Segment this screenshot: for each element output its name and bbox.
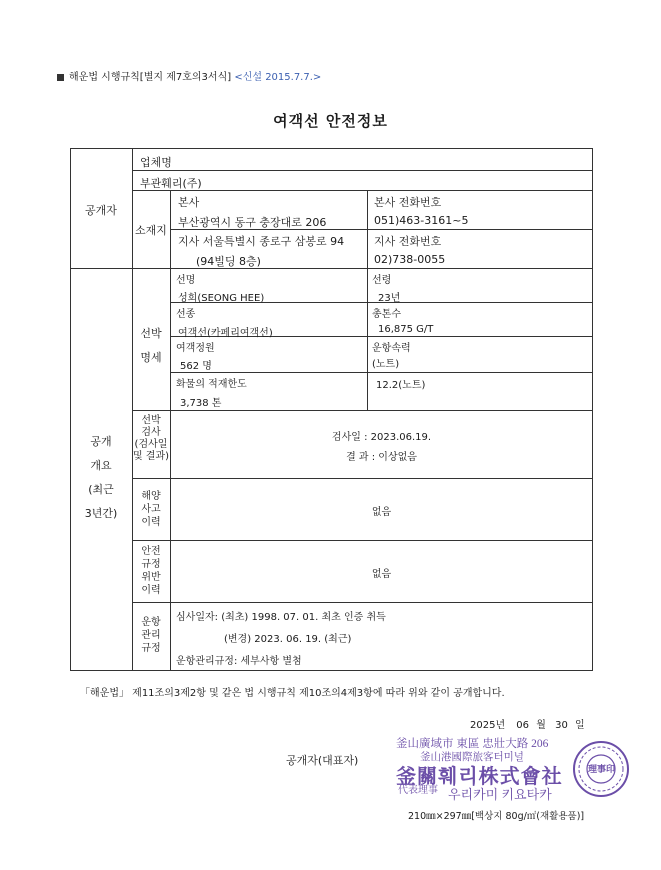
operation-change-date: (변경) 2023. 06. 19. (최근) [224, 634, 352, 645]
square-bullet-icon [57, 74, 64, 81]
company-name: 부관훼리(주) [140, 177, 202, 190]
operation-label-line: 규정 [141, 643, 161, 654]
ship-name-label: 선명 [176, 275, 196, 286]
overview-label-line: (최근 [88, 483, 114, 496]
overview-label-line: 3년간) [84, 507, 118, 520]
cargo: 3,738 톤 [180, 398, 222, 409]
hq-label: 본사 [178, 196, 200, 209]
inspection-label [132, 415, 170, 463]
ship-spec-label-line: 명세 [140, 351, 162, 364]
tonnage: 16,875 G/T [378, 324, 434, 335]
inspection-label-line: (검사일 [134, 439, 168, 450]
date-day: 30 [555, 720, 568, 731]
location-label: 소재지 [135, 224, 167, 237]
tonnage-label: 총톤수 [372, 309, 401, 320]
ship-spec-label [132, 322, 170, 370]
branch-phone: 02)738-0055 [374, 253, 446, 266]
ship-spec-label-line: 선박 [140, 327, 162, 340]
stamp-address: 釜山廣域市 東區 忠壯大路 206 [396, 738, 549, 750]
accident-label-line: 해양 [141, 491, 161, 502]
stamp-ceo-name: 우리카미 키요타카 [448, 787, 552, 802]
age-label: 선령 [372, 275, 392, 286]
speed-unit-label: (노트) [372, 359, 400, 370]
stamp-terminal: 釜山港國際旅客터미널 [420, 752, 524, 763]
speed: 12.2(노트) [376, 380, 426, 391]
branch-address-detail: (94빌딩 8층) [196, 255, 261, 268]
violation-label-line: 이력 [141, 585, 161, 596]
age: 23년 [378, 293, 401, 304]
date-month: 06 [516, 720, 530, 731]
accident-label-line: 이력 [141, 517, 161, 528]
operation-label [132, 616, 170, 655]
date-year: 2025년 [470, 720, 506, 731]
violation-label [132, 545, 170, 597]
operation-label-line: 운항 [141, 617, 161, 628]
ship-type-label: 선종 [176, 309, 196, 320]
company-seal [572, 740, 630, 798]
branch-phone-label: 지사 전화번호 [374, 235, 442, 248]
date-month-unit: 월 [536, 720, 546, 731]
stamp-ceo-title: 代表理事 [398, 785, 438, 796]
form-reference [57, 68, 321, 83]
overview-label-line: 개요 [90, 459, 112, 472]
inspection-date: 검사일 : 2023.06.19. [331, 432, 432, 443]
discloser-section-label: 공개자 [85, 204, 117, 217]
operation-review-date: 심사일자: (최초) 1998. 07. 01. 최초 인증 취득 [176, 612, 386, 623]
hq-phone-label: 본사 전화번호 [374, 196, 442, 209]
form-ref-text: 해운법 시행규칙[별지 제7호의3서식] [69, 72, 232, 83]
speed-label: 운항속력 [372, 343, 411, 354]
form-ref-extra: <신설 2015.7.7.> [234, 72, 322, 83]
violation-value: 없음 [371, 569, 392, 580]
operation-label-line: 관리 [141, 630, 161, 641]
ship-type: 여객선(카페리여객선) [178, 328, 273, 339]
hq-phone: 051)463-3161~5 [374, 214, 469, 227]
violation-label-line: 위반 [141, 572, 161, 583]
operation-rules: 운항관리규정: 세부사항 별첨 [176, 656, 302, 667]
inspection-result: 결 과 : 이상없음 [346, 452, 417, 463]
signer-label: 공개자(대표자) [286, 754, 359, 767]
paper-spec: 210㎜×297㎜[백상지 80g/㎡(재활용품)] [408, 811, 585, 822]
issue-date [470, 716, 585, 731]
inspection-label-line: 및 결과) [132, 451, 170, 462]
accident-label-line: 사고 [141, 504, 161, 515]
branch-address: 지사 서울특별시 종로구 삼봉로 94 [178, 235, 345, 248]
hq-address: 부산광역시 동구 충장대로 206 [178, 216, 327, 229]
capacity: 562 명 [180, 361, 212, 372]
legal-note: 「해운법」 제11조의3제2항 및 같은 법 시행규칙 제10조의4제3항에 따라 위와 같이 공개합니다. [80, 688, 505, 699]
page-title: 여객선 안전정보 [273, 112, 388, 130]
accident-label [132, 490, 170, 529]
inspection-label-line: 선박 [141, 415, 161, 426]
overview-section-label [70, 430, 132, 526]
company-label: 업체명 [140, 156, 172, 169]
capacity-label: 여객정원 [176, 343, 215, 354]
ship-name: 성희(SEONG HEE) [178, 293, 265, 304]
violation-label-line: 규정 [141, 559, 161, 570]
stamp-company: 釜關훼리株式會社 [396, 766, 563, 788]
overview-label-line: 공개 [90, 435, 112, 448]
accident-value: 없음 [371, 507, 392, 518]
date-day-unit: 일 [575, 720, 585, 731]
violation-label-line: 안전 [141, 546, 161, 557]
cargo-label: 화물의 적재한도 [176, 379, 247, 390]
inspection-label-line: 검사 [141, 427, 161, 438]
seal-text: 理事印 [588, 764, 616, 774]
